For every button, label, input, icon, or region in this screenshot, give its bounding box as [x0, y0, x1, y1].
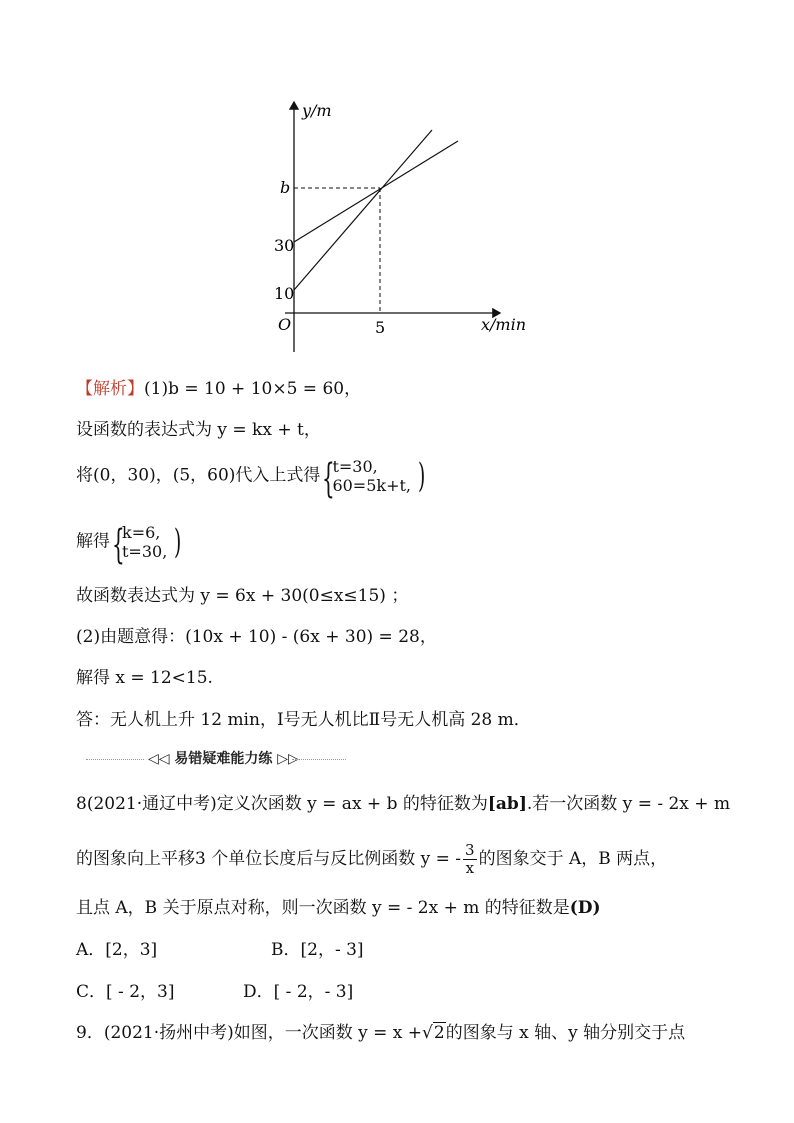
q8-text-2a: 的图象向上平移3 个单位长度后与反比例函数 y = -	[76, 849, 462, 869]
equation-1b: 60=5k+t,	[332, 476, 411, 495]
solution-text-3: 将(0，30)，(5，60)代入上式得	[76, 465, 321, 486]
equation-2a: k=6,	[122, 523, 161, 542]
q8-text-1b: .若一次函数 y = - 2x + m	[526, 794, 731, 814]
line-drone-2	[294, 141, 458, 242]
section-divider-label: ◁◁ 易错疑难能力练 ▷▷	[148, 751, 299, 767]
solution-line-6: (2)由题意得：(10x + 10) - (6x + 30) = 28，	[76, 627, 437, 647]
q9-line-1	[76, 1021, 685, 1045]
q8-feature-notation: [ab]	[487, 794, 527, 814]
q8-line-2	[76, 842, 667, 877]
solution-text-1: (1)b = 10 + 10×5 = 60，	[144, 379, 362, 399]
section-divider	[86, 748, 346, 772]
y-tick-label-10: 10	[274, 284, 295, 303]
solution-line-3: 将(0，30)，(5，60)代入上式得 { t=30, 60=5k+t, )	[76, 456, 426, 502]
y-tick-label-30: 30	[274, 236, 295, 255]
solution-line-8: 答：无人机上升 12 min，Ⅰ号无人机比Ⅱ号无人机高 28 m．	[76, 710, 531, 730]
q9-sqrt-radicand: 2	[433, 1023, 445, 1043]
q8-text-1a: 8(2021·通辽中考)定义次函数 y = ax + b 的特征数为	[76, 794, 488, 814]
solution-line-5: 故函数表达式为 y = 6x + 30(0≤x≤15) ；	[76, 586, 409, 606]
y-tick-label-b: b	[280, 178, 291, 197]
equation-1a: t=30,	[332, 457, 378, 476]
q9-text-a: 9．(2021·扬州中考)如图，一次函数 y = x +	[76, 1023, 423, 1043]
x-tick-label-5: 5	[375, 318, 386, 337]
solution-line-7: 解得 x = 12<15.	[76, 668, 213, 688]
line-graph	[0, 0, 794, 360]
q8-option-d: D．[ - 2，- 3]	[243, 982, 354, 1002]
y-axis-label: y/m	[302, 101, 332, 120]
solution-text-4: 解得	[76, 531, 110, 552]
solution-line-2: 设函数的表达式为 y = kx + t，	[76, 420, 321, 440]
q8-option-c: C．[ - 2，3]	[76, 982, 175, 1002]
q9-text-b: 的图象与 x 轴、y 轴分别交于点	[445, 1023, 686, 1043]
analysis-tag: 【解析】	[76, 379, 144, 399]
q8-text-3: 且点 A，B 关于原点对称，则一次函数 y = - 2x + m 的特征数是	[76, 898, 570, 918]
q8-option-b: B．[2，- 3]	[271, 940, 364, 960]
x-axis-label: x/min	[481, 315, 527, 334]
solution-line-4: 解得 { k=6, t=30, )	[76, 522, 182, 568]
q9-sqrt: √2	[422, 1023, 445, 1043]
q8-fraction-denominator: x	[465, 859, 475, 877]
line-drone-1	[294, 130, 432, 290]
q8-text-2b: 的图象交于 A，B 两点，	[478, 849, 668, 869]
q8-fraction	[463, 842, 477, 877]
q8-fraction-numerator: 3	[465, 841, 475, 859]
equation-2b: t=30,	[122, 542, 168, 561]
equation-system-2: { k=6, t=30,	[112, 522, 168, 568]
q8-line-1	[76, 792, 730, 816]
q8-option-a: A．[2，3]	[76, 940, 158, 960]
q8-answer: (D)	[569, 898, 601, 918]
equation-system-1: { t=30, 60=5k+t,	[322, 456, 411, 502]
q8-line-3	[76, 896, 601, 920]
solution-line-1	[76, 377, 361, 401]
origin-label: O	[278, 315, 292, 334]
